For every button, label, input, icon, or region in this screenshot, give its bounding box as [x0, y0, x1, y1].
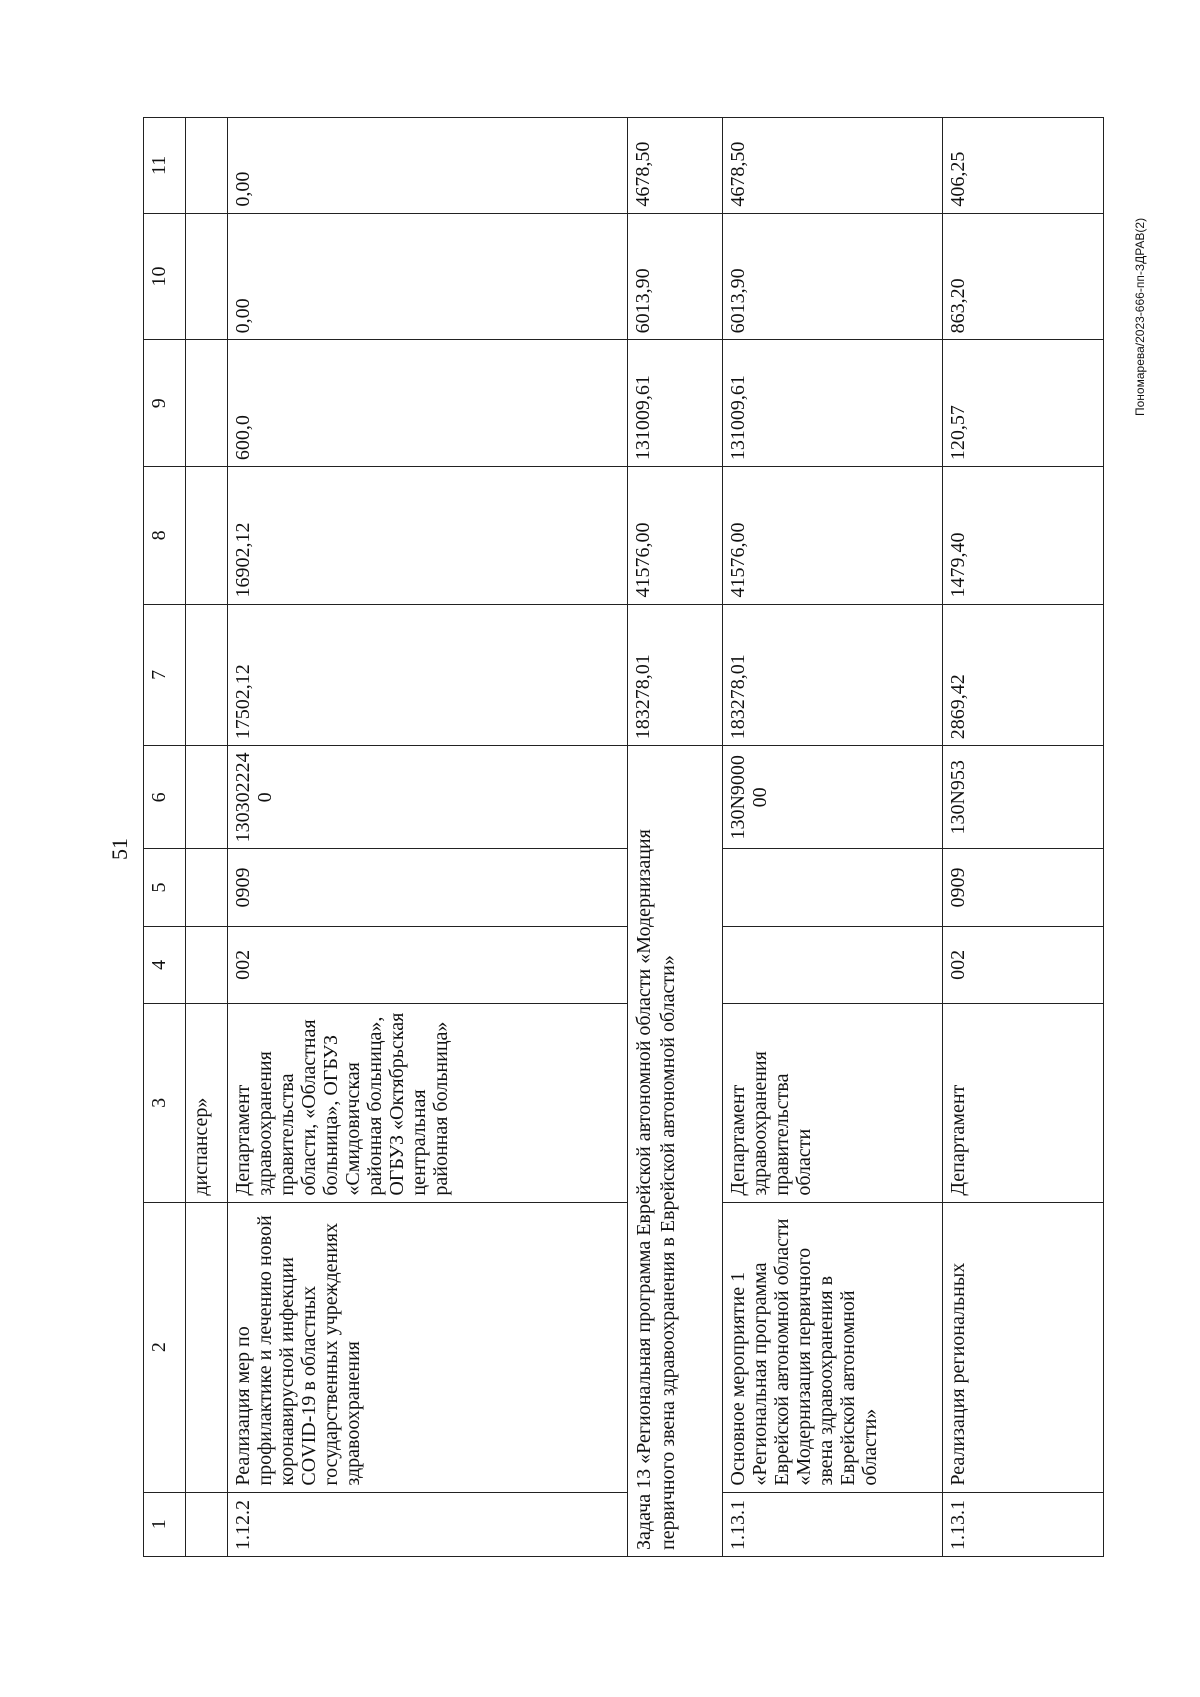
value-cell: 2869,42: [943, 604, 1104, 746]
table-row: [186, 118, 228, 1557]
value-cell: 0,00: [228, 213, 628, 340]
col-header: 7: [144, 604, 186, 746]
value-cell: 0,00: [228, 118, 628, 214]
col-header: 6: [144, 746, 186, 849]
target-code: 130N953: [943, 746, 1104, 849]
measure-name: Реализация региональных: [943, 1202, 1104, 1492]
executor: Департамент: [943, 1003, 1104, 1202]
section-code: 0909: [228, 849, 628, 926]
grbs-code: 002: [228, 926, 628, 1003]
measure-name: Реализация мер по профилактике и лечению новой коронавирусной инфекции COVID-19 в областных государственных учреждениях здравоохранения: [228, 1202, 628, 1492]
table-cell: диспансер»: [186, 1003, 228, 1202]
row-number: 1.13.1: [943, 1492, 1104, 1556]
section-code: 0909: [943, 849, 1104, 926]
measure-name: Основное мероприятие 1 «Региональная программа Еврейской автономной области «Модернизация первичного звена здравоохранения в Еврейской автономной области»: [723, 1202, 943, 1492]
table-row: [228, 118, 628, 1557]
value-cell: 183278,01: [628, 604, 723, 746]
task-title: Задача 13 «Региональная программа Еврейской автономной области «Модернизация первичного звена здравоохранения в Еврейской автономной области»: [628, 746, 723, 1557]
col-header: 1: [144, 1492, 186, 1556]
table-cell: [186, 340, 228, 467]
col-header: 4: [144, 926, 186, 1003]
value-cell: 4678,50: [723, 118, 943, 214]
section-code: [723, 849, 943, 926]
col-header: 11: [144, 118, 186, 214]
col-header: 2: [144, 1202, 186, 1492]
table-cell: [186, 118, 228, 214]
col-header: 5: [144, 849, 186, 926]
value-cell: 131009,61: [628, 340, 723, 467]
value-cell: 600,0: [228, 340, 628, 467]
col-header: 3: [144, 1003, 186, 1202]
row-number: 1.13.1: [723, 1492, 943, 1556]
header-row: [144, 118, 186, 1557]
value-cell: 17502,12: [228, 604, 628, 746]
value-cell: 120,57: [943, 340, 1104, 467]
col-header: 8: [144, 467, 186, 604]
value-cell: 41576,00: [723, 467, 943, 604]
col-header: 10: [144, 213, 186, 340]
table-cell: [186, 1492, 228, 1556]
table-cell: [186, 746, 228, 849]
value-cell: 1479,40: [943, 467, 1104, 604]
table-cell: [186, 467, 228, 604]
value-cell: 16902,12: [228, 467, 628, 604]
task-row: [628, 118, 723, 1557]
grbs-code: 002: [943, 926, 1104, 1003]
document-code: Пономарева/2023-666-пп-ЗДРАВ(2): [1133, 217, 1147, 416]
value-cell: 4678,50: [628, 118, 723, 214]
table-row: [723, 118, 943, 1557]
row-number: 1.12.2: [228, 1492, 628, 1556]
value-cell: 131009,61: [723, 340, 943, 467]
col-header: 9: [144, 340, 186, 467]
table-row: [943, 118, 1104, 1557]
table-cell: [186, 926, 228, 1003]
value-cell: 6013,90: [723, 213, 943, 340]
value-cell: 183278,01: [723, 604, 943, 746]
table-cell: [186, 1202, 228, 1492]
value-cell: 41576,00: [628, 467, 723, 604]
table-cell: [186, 213, 228, 340]
value-cell: 406,25: [943, 118, 1104, 214]
table-cell: [186, 604, 228, 746]
executor: Департамент здравоохранения правительства области, «Областная больница», ОГБУЗ «Смидовичская районная больница», ОГБУЗ «Октябрьская центральная районная больница»: [228, 1003, 628, 1202]
page-number: 51: [107, 838, 132, 860]
value-cell: 6013,90: [628, 213, 723, 340]
grbs-code: [723, 926, 943, 1003]
executor: Департамент здравоохранения правительства области: [723, 1003, 943, 1202]
value-cell: 863,20: [943, 213, 1104, 340]
table-cell: [186, 849, 228, 926]
target-code: 130N900000: [723, 746, 943, 849]
budget-table: [143, 117, 1104, 1557]
target-code: 1303022240: [228, 746, 628, 849]
budget-table-wrapper: [143, 117, 1103, 1557]
